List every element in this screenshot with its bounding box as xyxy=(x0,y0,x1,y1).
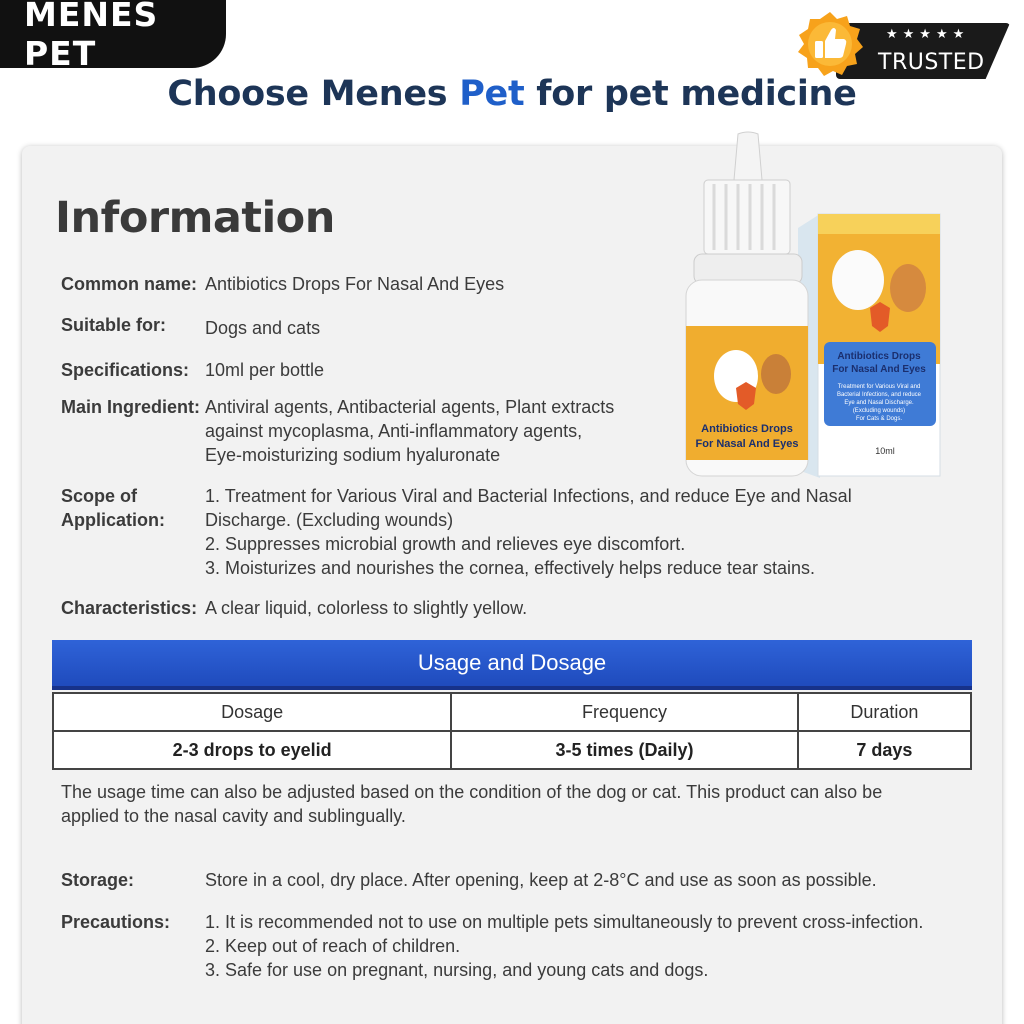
precaution-line: 3. Safe for use on pregnant, nursing, and young cats and dogs. xyxy=(205,960,709,980)
usage-table xyxy=(52,692,972,770)
scope-line: Discharge. (Excluding wounds) xyxy=(205,510,454,530)
scope-line: 3. Moisturizes and nourishes the cornea, effectively helps reduce tear stains. xyxy=(205,558,815,578)
box-desc-line5: For Cats & Dogs. xyxy=(855,416,903,422)
precaution-line: 2. Keep out of reach of children. xyxy=(205,936,461,956)
brand-name: MENES PET xyxy=(24,0,159,73)
precaution-line: 1. It is recommended not to use on multiple pets simultaneously to prevent cross-infection. xyxy=(205,912,924,932)
thumbs-up-icon xyxy=(796,10,864,78)
usage-value-row xyxy=(53,731,971,769)
rating-stars: ★★★★★ xyxy=(886,27,970,42)
trusted-badge xyxy=(796,10,1012,76)
bottle-title-line2: For Nasal And Eyes xyxy=(695,438,799,450)
header-frequency: Frequency xyxy=(451,693,797,731)
headline-part1: Choose Menes xyxy=(167,74,460,114)
box-volume: 10ml xyxy=(875,446,895,456)
brand-logo xyxy=(0,0,226,73)
value-frequency: 3-5 times (Daily) xyxy=(451,731,797,769)
spec-label: Specifications: xyxy=(61,360,190,380)
scope-line: 1. Treatment for Various Viral and Bacterial Infections, and reduce Eye and Nasal xyxy=(205,486,852,506)
value-duration: 7 days xyxy=(798,731,971,769)
header-duration: Duration xyxy=(798,693,971,731)
value-dosage: 2-3 drops to eyelid xyxy=(53,731,451,769)
page-headline xyxy=(0,74,1024,114)
ingredient-value xyxy=(205,395,614,467)
scope-label xyxy=(61,484,165,532)
header-dosage: Dosage xyxy=(53,693,451,731)
scope-line: 2. Suppresses microbial growth and relieves eye discomfort. xyxy=(205,534,686,554)
product-illustration xyxy=(680,130,950,500)
precautions-value xyxy=(205,910,923,982)
characteristics-value: A clear liquid, colorless to slightly yellow. xyxy=(205,598,528,618)
bottle-title-line1: Antibiotics Drops xyxy=(701,423,793,435)
usage-header-row xyxy=(53,693,971,731)
common-name-label: Common name: xyxy=(61,274,198,294)
usage-title: Usage and Dosage xyxy=(52,640,972,690)
box-desc-line2: Bacterial Infections, and reduce xyxy=(836,392,922,398)
box-desc-line1: Treatment for Various Viral and xyxy=(837,384,921,390)
trusted-label: TRUSTED xyxy=(878,50,985,75)
headline-part2: for pet medicine xyxy=(524,74,857,114)
ingredient-line: Eye-moisturizing sodium hyaluronate xyxy=(205,445,501,465)
common-name-value: Antibiotics Drops For Nasal And Eyes xyxy=(205,274,505,294)
box-title-line1: Antibiotics Drops xyxy=(837,351,921,362)
ingredient-line: Antiviral agents, Antibacterial agents, Plant extracts xyxy=(205,397,615,417)
ingredient-label: Main Ingredient: xyxy=(61,397,200,417)
storage-value: Store in a cool, dry place. After opening, keep at 2-8°C and use as soon as possible. xyxy=(205,870,877,890)
info-title: Information xyxy=(55,193,335,243)
suitable-label: Suitable for: xyxy=(61,315,167,335)
scope-label-line: Application: xyxy=(61,510,165,530)
precautions-label: Precautions: xyxy=(61,912,171,932)
usage-note xyxy=(61,780,941,828)
suitable-value: Dogs and cats xyxy=(205,318,321,338)
headline-accent: Pet xyxy=(459,74,525,114)
box-desc-line3: Eye and Nasal Discharge. xyxy=(844,400,914,406)
usage-note-line: The usage time can also be adjusted based on the condition of the dog or cat. This product can also be xyxy=(61,782,883,802)
scope-value xyxy=(205,484,852,580)
box-title-line2: For Nasal And Eyes xyxy=(832,364,926,375)
characteristics-label: Characteristics: xyxy=(61,598,198,618)
usage-note-line: applied to the nasal cavity and sublingually. xyxy=(61,806,406,826)
storage-label: Storage: xyxy=(61,870,135,890)
spec-value: 10ml per bottle xyxy=(205,360,325,380)
scope-label-line: Scope of xyxy=(61,486,138,506)
box-desc-line4: (Excluding wounds) xyxy=(852,408,906,414)
ingredient-line: against mycoplasma, Anti-inflammatory agents, xyxy=(205,421,583,441)
